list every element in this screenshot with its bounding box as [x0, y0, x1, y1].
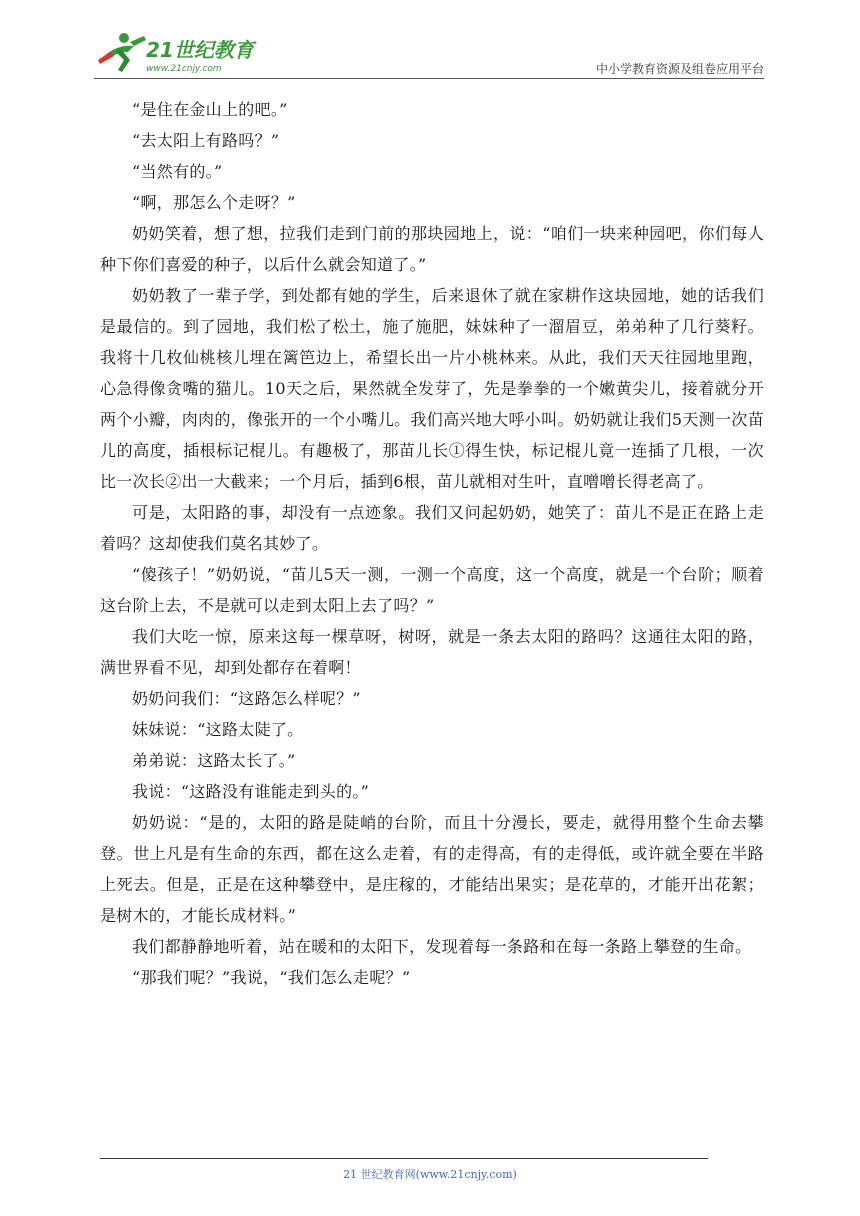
paragraph: 奶奶问我们：“这路怎么样呢？” — [132, 689, 361, 708]
paragraph: “啊，那怎么个走呀？” — [132, 193, 296, 212]
footer-divider — [100, 1158, 708, 1159]
paragraph: “去太阳上有路吗？” — [132, 131, 280, 150]
paragraph: 弟弟说：这路太长了。” — [132, 751, 296, 770]
footer-link[interactable]: 21 世纪教育网(www.21cnjy.com) — [343, 1168, 517, 1181]
svg-text:21世纪教育: 21世纪教育 — [146, 38, 254, 62]
site-logo — [94, 30, 264, 76]
paragraph: 我说：“这路没有谁能走到头的。” — [132, 782, 370, 801]
svg-text:www.21cnjy.com: www.21cnjy.com — [146, 64, 222, 74]
paragraph: 我们大吃一惊，原来这每一棵草呀，树呀，就是一条去太阳的路吗？这通往太阳的路，满世界看不见，却到处都存在着啊！ — [100, 627, 764, 677]
page-header — [94, 30, 764, 78]
paragraph: 奶奶笑着，想了想，拉我们走到门前的那块园地上，说：“咱们一块来种园吧，你们每人种下你们喜爱的种子，以后什么就会知道了。” — [100, 224, 764, 274]
paragraph: 奶奶教了一辈子学，到处都有她的学生，后来退休了就在家耕作这块园地，她的话我们是最信的。到了园地，我们松了松土，施了施肥，妹妹种了一溜眉豆，弟弟种了几行葵籽。我将十几枚仙桃核儿埋在篱笆边上，希望长出一片小桃林来。从此，我们天天往园地里跑，心急得像贪嘴的猫儿。10天之后，果然就全发芽了，先是拳拳的一个嫩黄尖儿，接着就分开两个小瓣，肉肉的，像张开的一个小嘴儿。我们高兴地大呼小叫。奶奶就让我们5天测一次苗儿的高度，插根标记棍儿。有趣极了，那苗儿长①得生快，标记棍儿竟一连插了几根，一次比一次长②出一大截来；一个月后，插到6根，苗儿就相对生叶，直噌噌长得老高了。 — [100, 286, 764, 491]
paragraph: 可是，太阳路的事，却没有一点迹象。我们又问起奶奶，她笑了：苗儿不是正在路上走着吗？这却使我们莫名其妙了。 — [100, 503, 764, 553]
paragraph: “那我们呢？”我说，“我们怎么走呢？” — [132, 968, 411, 987]
paragraph: “是住在金山上的吧。” — [132, 100, 288, 119]
paragraph: “傻孩子！”奶奶说，“苗儿5天一测，一测一个高度，这一个高度，就是一个台阶；顺着这台阶上去，不是就可以走到太阳上去了吗？” — [100, 565, 764, 615]
paragraph: 奶奶说：“是的，太阳的路是陡峭的台阶，而且十分漫长，要走，就得用整个生命去攀登。世上凡是有生命的东西，都在这么走着，有的走得高，有的走得低，或许就全要在半路上死去。但是，正是在这种攀登中，是庄稼的，才能结出果实；是花草的，才能开出花絮；是树木的，才能长成材料。” — [100, 813, 764, 925]
paragraph: 我们都静静地听着，站在暖和的太阳下，发现着每一条路和在每一条路上攀登的生命。 — [132, 937, 752, 956]
paragraph: 妹妹说：“这路太陡了。 — [132, 720, 304, 739]
runner-icon — [98, 33, 146, 72]
platform-label: 中小学教育资源及组卷应用平台 — [595, 62, 764, 76]
header-divider — [94, 78, 764, 79]
article-body — [100, 94, 764, 993]
paragraph: “当然有的。” — [132, 162, 223, 181]
